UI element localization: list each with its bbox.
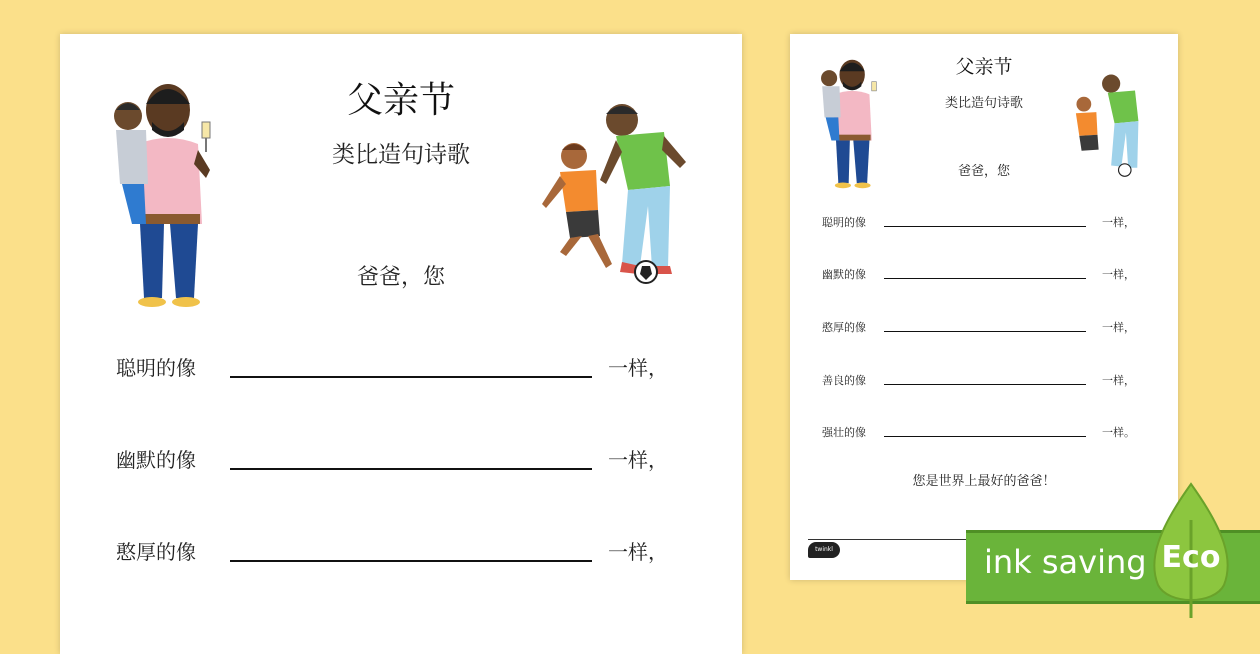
eco-label: Eco	[1161, 540, 1221, 575]
worksheet-subtitle: 类比造句诗歌	[944, 96, 1023, 111]
poem-row	[116, 536, 676, 570]
row-ending: 一样。	[1102, 426, 1135, 439]
row-ending: 一样，	[1102, 268, 1135, 281]
row-ending: 一样，	[608, 448, 668, 472]
row-label: 幽默的像	[822, 268, 866, 281]
row-label: 强壮的像	[822, 426, 866, 439]
twinkl-logo: twinkl	[808, 542, 840, 558]
row-label: 聪明的像	[822, 216, 866, 229]
worksheet-subtitle: 类比造句诗歌	[332, 142, 470, 168]
poem-row	[822, 372, 1152, 392]
poem-greeting: 爸爸，您	[356, 265, 445, 290]
answer-line[interactable]	[884, 436, 1086, 437]
poem-greeting: 爸爸，您	[957, 164, 1010, 179]
father-son-football-illustration	[536, 96, 704, 286]
answer-line[interactable]	[884, 226, 1086, 227]
ink-saving-text: ink saving	[984, 543, 1147, 581]
row-label: 憨厚的像	[822, 321, 866, 334]
worksheet-small	[790, 34, 1178, 580]
father-holding-child-illustration	[106, 74, 226, 310]
row-ending: 一样，	[1102, 374, 1135, 387]
poem-row	[822, 424, 1152, 444]
worksheet-title: 父亲节	[346, 80, 455, 121]
row-label: 憨厚的像	[116, 540, 196, 564]
answer-line[interactable]	[230, 376, 592, 378]
row-ending: 一样，	[608, 540, 668, 564]
row-ending: 一样，	[1102, 216, 1135, 229]
answer-line[interactable]	[230, 560, 592, 562]
poem-row	[822, 319, 1152, 339]
row-label: 幽默的像	[116, 448, 196, 472]
row-label: 善良的像	[822, 374, 866, 387]
worksheet-title: 父亲节	[955, 56, 1013, 78]
answer-line[interactable]	[884, 278, 1086, 279]
answer-line[interactable]	[884, 384, 1086, 385]
poem-closing: 您是世界上最好的爸爸！	[912, 474, 1056, 489]
poem-row	[822, 266, 1152, 286]
worksheet-large	[60, 34, 742, 654]
answer-line[interactable]	[230, 468, 592, 470]
poem-row	[116, 444, 676, 478]
row-label: 聪明的像	[116, 356, 196, 380]
poem-row	[822, 214, 1152, 234]
row-ending: 一样，	[608, 356, 668, 380]
poem-row	[116, 352, 676, 386]
answer-line[interactable]	[884, 331, 1086, 332]
row-ending: 一样，	[1102, 321, 1135, 334]
